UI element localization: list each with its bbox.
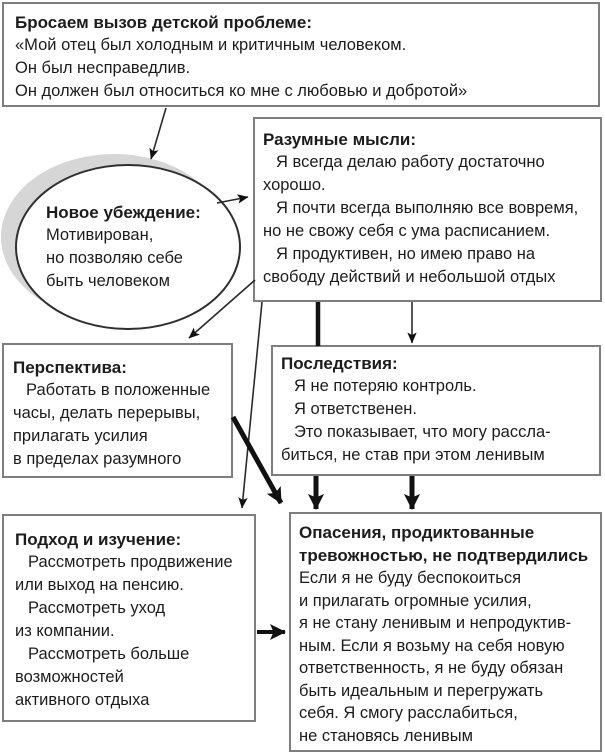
perspective-line: прилагать усилия: [13, 427, 148, 445]
fears-line: и прилагать огромные усилия,: [299, 591, 532, 610]
arrow-challenge-to-belief: [151, 108, 166, 159]
fears-line: себя. Я смогу расслабиться,: [299, 704, 518, 722]
rational-line: Я всегда делаю работу достаточно: [276, 153, 545, 171]
fears-line: ным. Если я возьму на себя новую: [299, 636, 565, 655]
approach-line: активного отдыха: [15, 691, 150, 709]
perspective-box: [2, 343, 233, 478]
perspective-line: часы, делать перерывы,: [13, 404, 201, 422]
rational-line: Я продуктивен, но имею право на: [276, 245, 536, 263]
fears-line: Если я не буду беспокоиться: [299, 569, 522, 587]
fears-title: тревожностью, не подтвердились: [299, 546, 589, 565]
approach-line: Рассмотреть уход: [28, 599, 166, 617]
consequences-line: Это показывает, что могу рассла-: [294, 423, 551, 441]
rational-title: Разумные мысли:: [263, 130, 417, 149]
consequences-title: Последствия:: [281, 354, 398, 373]
fears-line: ответственность, я не буду обязан: [299, 659, 564, 677]
rational-line: но не свожу себя с ума расписанием.: [263, 222, 551, 240]
rational-thoughts-box: [253, 117, 602, 302]
challenge-line: Он должен был относиться ко мне с любовью и добротой»: [15, 82, 468, 100]
belief-title: Новое убеждение:: [46, 203, 201, 222]
challenge-line: Он был несправедлив.: [15, 59, 191, 77]
rational-line: Я почти всегда выполняю все вовремя,: [276, 199, 579, 217]
belief-line: быть человеком: [46, 272, 170, 290]
approach-box: [2, 514, 256, 722]
fears-line: быть идеальным и перегружать: [299, 681, 544, 700]
approach-line: возможностей: [15, 668, 124, 686]
consequences-line: Я не потеряю контроль.: [294, 377, 477, 395]
consequences-box: [271, 345, 601, 476]
consequences-line: Я ответственен.: [294, 400, 418, 418]
approach-line: Рассмотреть продвижение: [28, 553, 233, 571]
approach-line: из компании.: [15, 622, 115, 640]
belief-line: но позволяю себе: [46, 249, 183, 267]
fears-title: Опасения, продиктованные: [299, 523, 535, 542]
rational-line: свободу действий и небольшой отдых: [263, 268, 556, 286]
approach-line: Рассмотреть больше: [28, 645, 190, 663]
perspective-title: Перспектива:: [13, 358, 127, 377]
fears-box: [289, 512, 602, 752]
belief-line: Мотивирован,: [46, 226, 154, 244]
consequences-line: биться, не став при этом ленивым: [281, 446, 545, 464]
challenge-title: Бросаем вызов детской проблеме:: [15, 13, 312, 32]
fears-line: не становясь ленивым: [299, 726, 474, 745]
fears-line: я не стану ленивым и непродуктив-: [299, 614, 572, 632]
rational-line: хорошо.: [263, 176, 326, 194]
arrow-rational-to-approach: [242, 302, 262, 508]
approach-line: или выход на пенсию.: [15, 576, 184, 594]
challenge-box: [2, 2, 600, 107]
perspective-line: Работать в положенные: [26, 381, 211, 399]
challenge-line: «Мой отец был холодным и критичным человеком.: [15, 36, 407, 54]
approach-title: Подход и изучение:: [15, 530, 182, 549]
belief-text: [46, 201, 221, 293]
perspective-line: в пределах разумного: [13, 450, 182, 468]
